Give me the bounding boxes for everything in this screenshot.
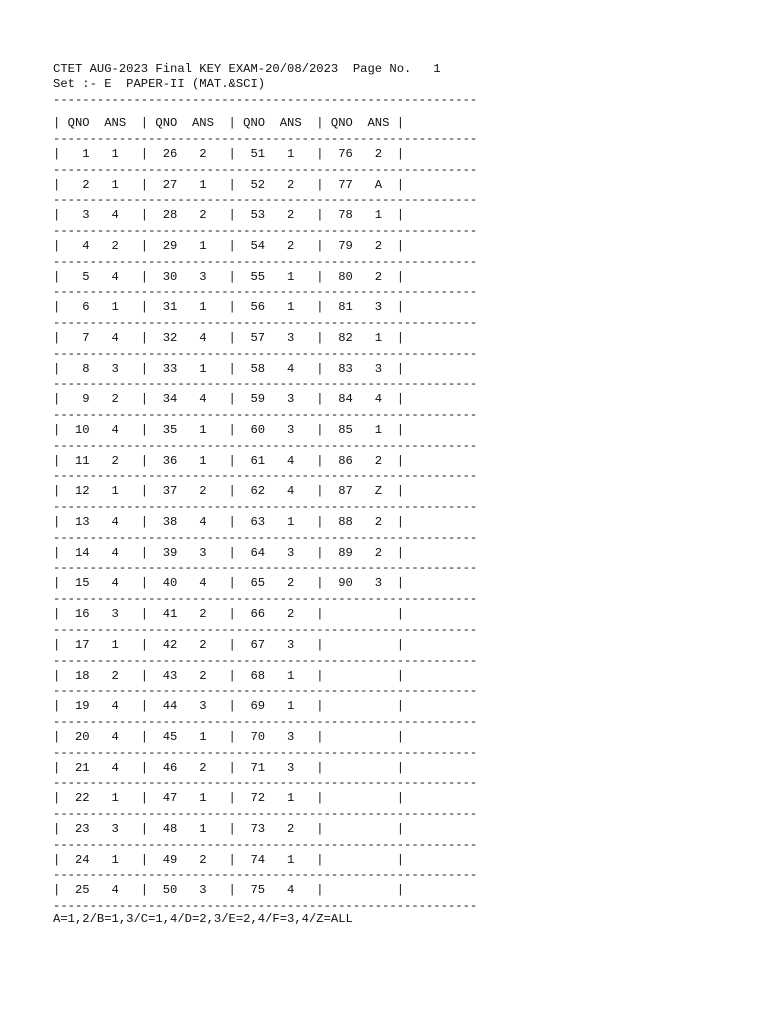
row-separator: ---------------------------------------------------------- — [53, 131, 478, 146]
row-separator: ---------------------------------------------------------- — [53, 868, 478, 883]
table-row — [53, 139, 478, 177]
table-row — [53, 753, 478, 791]
row-separator: ---------------------------------------------------------- — [53, 684, 478, 699]
row-separator: ---------------------------------------------------------- — [53, 285, 478, 300]
row-text: | 11 2 | 36 1 | 61 4 | 86 2 | — [53, 453, 405, 468]
row-text: | 17 1 | 42 2 | 67 3 | | — [53, 637, 405, 652]
row-text: | 3 4 | 28 2 | 53 2 | 78 1 | — [53, 208, 405, 223]
table-row — [53, 446, 478, 484]
row-text: | 9 2 | 34 4 | 59 3 | 84 4 | — [53, 392, 405, 407]
table-row — [53, 507, 478, 545]
table-row — [53, 538, 478, 576]
row-text: | 18 2 | 43 2 | 68 1 | | — [53, 668, 405, 683]
row-text: | 14 4 | 39 3 | 64 3 | 89 2 | — [53, 545, 405, 560]
header-subtitle: Set :- E PAPER-II (MAT.&SCI) — [53, 77, 266, 92]
row-text: | 22 1 | 47 1 | 72 1 | | — [53, 791, 405, 806]
row-text: | 6 1 | 31 1 | 56 1 | 81 3 | — [53, 300, 405, 315]
header-title: CTET AUG-2023 Final KEY EXAM-20/08/2023 Page No. 1 — [53, 62, 441, 76]
table-row — [53, 476, 478, 515]
row-separator: ---------------------------------------------------------- — [53, 714, 478, 729]
row-text: | 10 4 | 35 1 | 60 3 | 85 1 | — [53, 423, 405, 438]
row-separator: ---------------------------------------------------------- — [53, 315, 478, 330]
row-separator: ---------------------------------------------------------- — [53, 193, 478, 208]
row-separator: ---------------------------------------------------------- — [53, 745, 478, 760]
table-row — [53, 661, 478, 699]
table-row — [53, 568, 478, 607]
table-row — [53, 845, 478, 883]
row-text: | 23 3 | 48 1 | 73 2 | | — [53, 821, 405, 836]
row-separator: ---------------------------------------------------------- — [53, 899, 478, 914]
table-row — [53, 783, 478, 821]
row-separator: ---------------------------------------------------------- — [53, 776, 478, 791]
row-text: | 15 4 | 40 4 | 65 2 | 90 3 | — [53, 576, 405, 591]
row-separator: ---------------------------------------------------------- — [53, 653, 478, 668]
row-text: | 20 4 | 45 1 | 70 3 | | — [53, 729, 405, 744]
answer-legend: A=1,2/B=1,3/C=1,4/D=2,3/E=2,4/F=3,4/Z=ALL — [53, 912, 353, 927]
top-separator: ---------------------------------------------------------- — [53, 92, 478, 107]
row-text: | 21 4 | 46 2 | 71 3 | | — [53, 760, 405, 775]
row-separator: ---------------------------------------------------------- — [53, 377, 478, 392]
table-row — [53, 354, 478, 392]
row-separator: ---------------------------------------------------------- — [53, 346, 478, 361]
table-row — [53, 292, 478, 330]
row-separator: ---------------------------------------------------------- — [53, 162, 478, 177]
row-separator: ---------------------------------------------------------- — [53, 561, 478, 576]
row-text: | 4 2 | 29 1 | 54 2 | 79 2 | — [53, 238, 405, 253]
row-separator: ---------------------------------------------------------- — [53, 622, 478, 637]
row-text: | 19 4 | 44 3 | 69 1 | | — [53, 699, 405, 714]
table-row — [53, 630, 478, 668]
row-separator: ---------------------------------------------------------- — [53, 530, 478, 545]
table-row — [53, 415, 478, 453]
row-text: | QNO ANS | QNO ANS | QNO ANS | QNO ANS | — [53, 116, 405, 131]
table-row — [53, 262, 478, 300]
row-text: | 8 3 | 33 1 | 58 4 | 83 3 | — [53, 361, 405, 376]
row-separator: ---------------------------------------------------------- — [53, 592, 478, 607]
table-row — [53, 599, 478, 637]
row-text: | 1 1 | 26 2 | 51 1 | 76 2 | — [53, 146, 405, 161]
answer-key-page — [53, 62, 477, 926]
row-text: | 13 4 | 38 4 | 63 1 | 88 2 | — [53, 515, 405, 530]
row-text: | 2 1 | 27 1 | 52 2 | 77 A | — [53, 177, 405, 192]
row-text: | 5 4 | 30 3 | 55 1 | 80 2 | — [53, 269, 405, 284]
row-text: | 24 1 | 49 2 | 74 1 | | — [53, 852, 405, 867]
row-text: | 16 3 | 41 2 | 66 2 | | — [53, 607, 405, 622]
table-row — [53, 814, 478, 852]
row-separator: ---------------------------------------------------------- — [53, 837, 478, 852]
row-text: | 12 1 | 37 2 | 62 4 | 87 Z | — [53, 484, 405, 499]
row-separator: ---------------------------------------------------------- — [53, 408, 478, 423]
table-row — [53, 170, 478, 208]
row-separator: ---------------------------------------------------------- — [53, 806, 478, 821]
row-text: | 7 4 | 32 4 | 57 3 | 82 1 | — [53, 330, 405, 345]
table-row — [53, 384, 478, 423]
answer-table — [53, 108, 478, 914]
row-separator: ---------------------------------------------------------- — [53, 438, 478, 453]
table-row — [53, 200, 478, 238]
table-row — [53, 722, 478, 760]
row-separator: ---------------------------------------------------------- — [53, 469, 478, 484]
table-header-row — [53, 108, 478, 146]
table-row — [53, 691, 478, 729]
table-row — [53, 875, 478, 914]
row-separator: ---------------------------------------------------------- — [53, 223, 478, 238]
row-text: | 25 4 | 50 3 | 75 4 | | — [53, 883, 405, 898]
table-row — [53, 231, 478, 269]
row-separator: ---------------------------------------------------------- — [53, 254, 478, 269]
row-separator: ---------------------------------------------------------- — [53, 500, 478, 515]
table-row — [53, 323, 478, 361]
